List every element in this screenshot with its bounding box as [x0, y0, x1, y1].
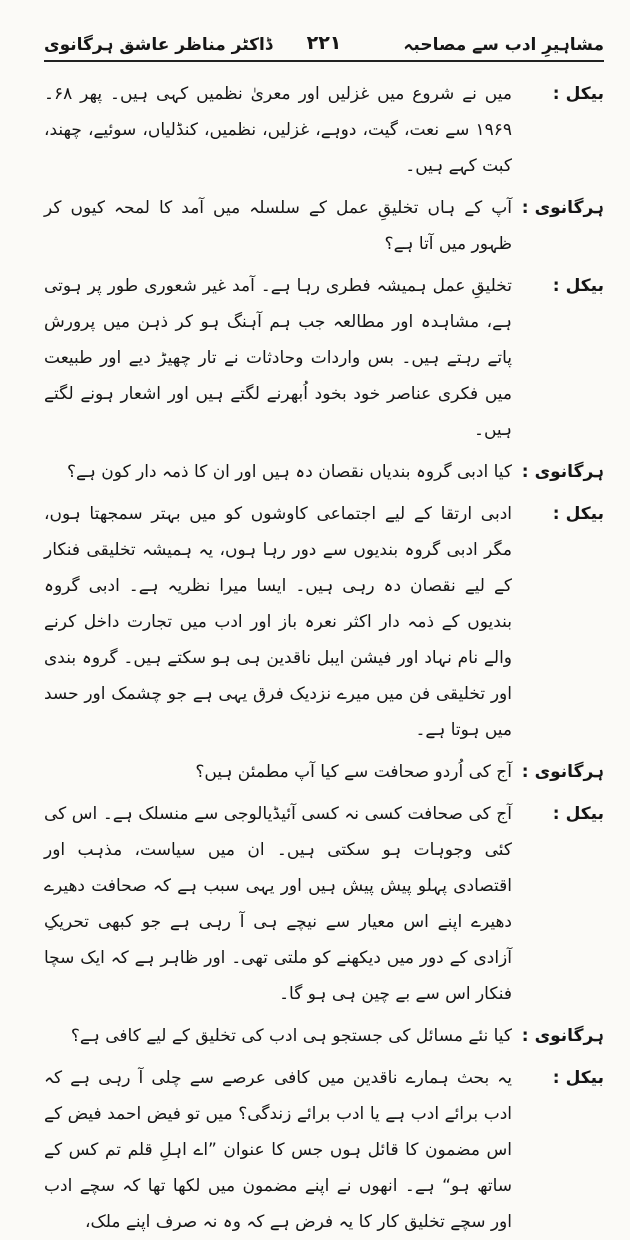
entry-text: آج کی صحافت کسی نہ کسی آئیڈیالوجی سے منسلک ہے۔ اس کی کئی وجوہات ہو سکتی ہیں۔ ان میں سیاست، مذہب اور اقتصادی پہلو پیش پیش ہیں اور یہی سبب ہے کہ صحافت دھیرے دھیرے اپنے اس معیار سے نیچے ہی آ رہی ہے جو کبھی تحریکِ آزادی کے دور میں دیکھنے کو ملتی تھی۔ اور ظاہر ہے کہ ایک سچا فنکار اس سے بے چین ہی ہو گا۔: [44, 804, 512, 1004]
running-header: [44, 34, 604, 62]
interview-entry: [44, 76, 604, 184]
entry-text: کیا ادبی گروہ بندیاں نقصان دہ ہیں اور ان کا ذمہ دار کون ہے؟: [66, 462, 512, 482]
interview-entry: [44, 496, 604, 748]
author-name: ڈاکٹر مناظر عاشق ہرگانوی: [44, 35, 273, 55]
speaker-label: بیکل:: [552, 804, 604, 824]
book-title: مشاہیرِ ادب سے مصاحبہ: [403, 35, 604, 55]
interview-entry: [44, 754, 604, 790]
entry-text: تخلیقِ عمل ہمیشہ فطری رہا ہے۔ آمد غیر شعوری طور پر ہوتی ہے، مشاہدہ اور مطالعہ جب ہم آہنگ ہو کر ذہن میں پرورش پاتے رہتے ہیں۔ بس واردات وحادثات نے تار چھیڑ دیے اور طبیعت میں فکری عناصر خود بخود اُبھرنے لگتے ہیں اور اشعار ہونے لگتے ہیں۔: [44, 276, 512, 440]
speaker-label: بیکل:: [552, 84, 604, 104]
entry-text: ادبی ارتقا کے لیے اجتماعی کاوشوں کو میں بہتر سمجھتا ہوں، مگر ادبی گروہ بندیوں سے دور رہا ہوں، یہ ہمیشہ تخلیقی فنکار کے لیے نقصان دہ رہی ہیں۔ ایسا میرا نظریہ ہے۔ ادبی گروہ بندیوں کے ذمہ دار اکثر نعرہ باز اور ادب میں تجارت داخل کرنے والے نام نہاد اور فیشن ایبل ناقدین ہی ہو سکتے ہیں۔ گروہ بندی اور تخلیقی فن میں میرے نزدیک فرق یہی ہے جو چشمک اور حسد میں ہوتا ہے۔: [44, 504, 512, 740]
entry-text: آج کی اُردو صحافت سے کیا آپ مطمئن ہیں؟: [195, 762, 512, 782]
speaker-label: ہرگانوی:: [521, 762, 604, 782]
entry-text: کیا نئے مسائل کی جستجو ہی ادب کی تخلیق کے لیے کافی ہے؟: [70, 1026, 512, 1046]
speaker-label: ہرگانوی:: [521, 462, 604, 482]
speaker-label: بیکل:: [552, 276, 604, 296]
speaker-label: بیکل:: [552, 1068, 604, 1088]
interview-entry: [44, 1060, 604, 1240]
interview-entry: [44, 454, 604, 490]
entry-text: میں نے شروع میں غزلیں اور معریٰ نظمیں کہی ہیں۔ پھر ۶۸۔۱۹۶۹ سے نعت، گیت، دوہے، غزلیں، نظمیں، کنڈلیاں، سوئیے، چھند، کبت کہے ہیں۔: [44, 84, 512, 176]
interview-entry: [44, 190, 604, 262]
speaker-label: ہرگانوی:: [521, 198, 604, 218]
entry-text: یہ بحث ہمارے ناقدین میں کافی عرصے سے چلی آ رہی ہے کہ ادب برائے ادب ہے یا ادب برائے زندگی؟ میں تو فیض احمد فیض کے اس مضمون کا قائل ہوں جس کا عنوان ”اے اہلِ قلم تم کس کے ساتھ ہو“ ہے۔ انھوں نے اپنے مضمون میں لکھا تھا کہ سچے ادب اور سچے تخلیق کار کا یہ فرض ہے کہ وہ نہ صرف اپنے ملک،: [44, 1068, 512, 1232]
interview-entry: [44, 268, 604, 448]
interview-entry: [44, 1018, 604, 1054]
interview-entry: [44, 796, 604, 1012]
interview-body: [44, 76, 604, 1240]
speaker-label: ہرگانوی:: [521, 1026, 604, 1046]
entry-text: آپ کے ہاں تخلیقِ عمل کے سلسلہ میں آمد کا لمحہ کیوں کر ظہور میں آتا ہے؟: [44, 198, 512, 254]
speaker-label: بیکل:: [552, 504, 604, 524]
page-number: ۲۲۱: [306, 32, 342, 54]
